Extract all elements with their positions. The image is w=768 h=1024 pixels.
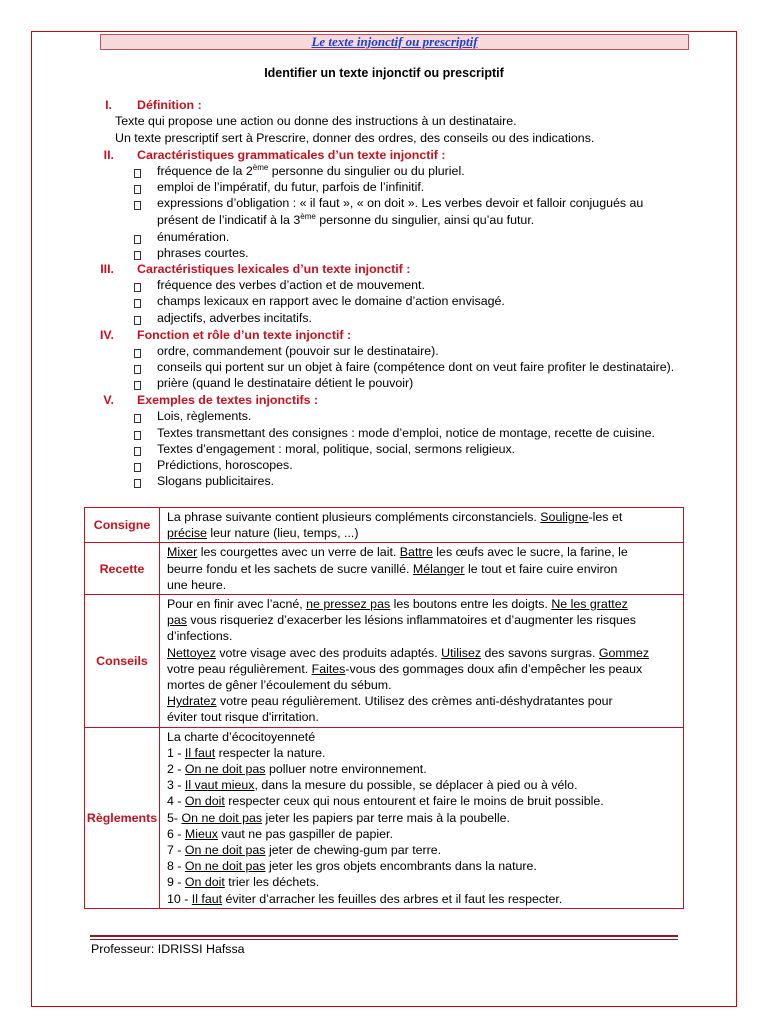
list-item: fréquence de la 2ème personne du singulier ou du pluriel. — [157, 162, 465, 178]
list-item: adjectifs, adverbes incitatifs. — [157, 311, 312, 325]
list-item: conseils qui portent sur un objet à faire (compétence dont on veut faire profiter le destinataire). — [157, 360, 675, 374]
list-item: expressions d’obligation : « il faut », « on doit ». Les verbes devoir et falloir conjugués au — [157, 196, 644, 210]
rule-line: 3 - Il vaut mieux, dans la mesure du possible, se déplacer à pied ou à vélo. — [167, 778, 578, 793]
section-title: Exemples de textes injonctifs : — [137, 393, 319, 407]
footer-author: Professeur: IDRISSI Hafssa — [91, 942, 245, 956]
checkbox-bullet-icon — [133, 184, 145, 195]
section-number: II. — [103, 148, 114, 162]
list-item: énumération. — [157, 230, 230, 244]
checkbox-bullet-icon — [133, 430, 145, 441]
section-number: V. — [103, 393, 114, 407]
subtitle: Identifier un texte injonctif ou prescriptif — [264, 66, 504, 80]
reglements-text: La charte d’écocitoyenneté 1 - Il faut respecter la nature. 2 - On ne doit pas polluer notre environnement. 3 - Il vaut mieux, dans la mesure du possible, se déplacer à pied ou à vélo. 4 - On doit respecter ceux qui nous entourent et faire le moins de bruit possible. 5- On ne doit pas jeter les papiers par terre mais à la poubelle. 6 - Mieux vaut ne pas gaspiller de papier. 7 - On ne doit pas jeter de chewing-gum par terre. 8 - On ne doit pas jeter les gros objets encombrants dans la nature. 9 - On doit trier les déchets. 10 - Il faut éviter d’arracher les feuilles des arbres et il faut les respecter. — [160, 727, 684, 908]
table-row — [85, 543, 684, 595]
list-item: Prédictions, horoscopes. — [157, 458, 293, 472]
consigne-text: La phrase suivante contient plusieurs compléments circonstanciels. Souligne-les et précise leur nature (lieu, temps, ...) — [160, 508, 684, 543]
list-item: emploi de l’impératif, du futur, parfois de l’infinitif. — [157, 180, 425, 194]
rule-line: 8 - On ne doit pas jeter les gros objets encombrants dans la nature. — [167, 859, 537, 874]
checkbox-bullet-icon — [133, 413, 145, 424]
checkbox-bullet-icon — [133, 364, 145, 375]
conseils-text: Pour en finir avec l’acné, ne pressez pas les boutons entre les doigts. Ne les grattez pas vous risqueriez d’exacerber les lésions inflammatoires et d’augmenter les risques d’infections. Nettoyez votre visage avec des produits adaptés. Utilisez des savons surgras. Gommez votre peau régulièrement. Faites-vous des gommages doux afin d’empêcher les peaux mortes de gêner l’écoulement du sébum. Hydratez votre peau régulièrement. Utilisez des crèmes anti-déshydratantes pour éviter tout risque d'irritation. — [160, 595, 684, 728]
list-item: prière (quand le destinataire détient le pouvoir) — [157, 376, 414, 390]
list-item-continued: présent de l’indicatif à la 3ème personne du singulier, ainsi qu’au futur. — [157, 211, 535, 227]
list-item: champs lexicaux en rapport avec le domaine d’action envisagé. — [157, 294, 505, 308]
checkbox-bullet-icon — [133, 168, 145, 179]
checkbox-bullet-icon — [133, 380, 145, 391]
checkbox-bullet-icon — [133, 282, 145, 293]
checkbox-bullet-icon — [133, 446, 145, 457]
rule-line: 10 - Il faut éviter d’arracher les feuilles des arbres et il faut les respecter. — [167, 891, 563, 906]
checkbox-bullet-icon — [133, 298, 145, 309]
list-item: ordre, commandement (pouvoir sur le destinataire). — [157, 344, 439, 358]
list-item: Textes transmettant des consignes : mode d’emploi, notice de montage, recette de cuisine. — [157, 426, 655, 440]
checkbox-bullet-icon — [133, 234, 145, 245]
row-label-reglements: Règlements — [85, 727, 160, 908]
section-title: Caractéristiques grammaticales d’un texte injonctif : — [137, 148, 446, 162]
list-item: Slogans publicitaires. — [157, 474, 275, 488]
table-row — [85, 595, 684, 728]
checkbox-bullet-icon — [133, 462, 145, 473]
section-number: I. — [105, 98, 112, 112]
row-label-conseils: Conseils — [85, 595, 160, 728]
footer-divider — [90, 939, 678, 940]
examples-table — [84, 507, 684, 909]
title-banner — [100, 34, 689, 50]
checkbox-bullet-icon — [133, 348, 145, 359]
checkbox-bullet-icon — [133, 200, 145, 211]
section-number: III. — [100, 262, 114, 276]
section-title: Fonction et rôle d’un texte injonctif : — [137, 328, 352, 342]
checkbox-bullet-icon — [133, 250, 145, 261]
section-number: IV. — [99, 328, 114, 342]
definition-line: Texte qui propose une action ou donne des instructions à un destinataire. — [115, 114, 517, 128]
rule-line: 5- On ne doit pas jeter les papiers par terre mais à la poubelle. — [167, 810, 511, 825]
rule-line: 2 - On ne doit pas polluer notre environnement. — [167, 762, 427, 777]
row-label-consigne: Consigne — [85, 508, 160, 543]
rule-line: 9 - On doit trier les déchets. — [167, 875, 320, 890]
page-title: Le texte injonctif ou prescriptif — [311, 34, 478, 49]
table-row — [85, 508, 684, 543]
section-title: Caractéristiques lexicales d’un texte injonctif : — [137, 262, 411, 276]
checkbox-bullet-icon — [133, 315, 145, 326]
list-item: Textes d’engagement : moral, politique, social, sermons religieux. — [157, 442, 516, 456]
footer-divider — [90, 935, 678, 937]
recette-text: Mixer les courgettes avec un verre de lait. Battre les œufs avec le sucre, la farine, le beurre fondu et les sachets de sucre vanillé. Mélanger le tout et faire cuire environ une heure. — [160, 543, 684, 595]
rule-line: 1 - Il faut respecter la nature. — [167, 745, 326, 760]
list-item: Lois, règlements. — [157, 409, 252, 423]
rule-line: 6 - Mieux vaut ne pas gaspiller de papier. — [167, 826, 393, 841]
section-title: Définition : — [137, 98, 202, 112]
list-item: phrases courtes. — [157, 246, 249, 260]
table-row — [85, 727, 684, 908]
list-item: fréquence des verbes d’action et de mouvement. — [157, 278, 425, 292]
rule-line: 7 - On ne doit pas jeter de chewing-gum par terre. — [167, 843, 442, 858]
checkbox-bullet-icon — [133, 478, 145, 489]
row-label-recette: Recette — [85, 543, 160, 595]
rule-line: 4 - On doit respecter ceux qui nous entourent et faire le moins de bruit possible. — [167, 794, 604, 809]
definition-line: Un texte prescriptif sert à Prescrire, donner des ordres, des conseils ou des indications. — [115, 131, 595, 145]
